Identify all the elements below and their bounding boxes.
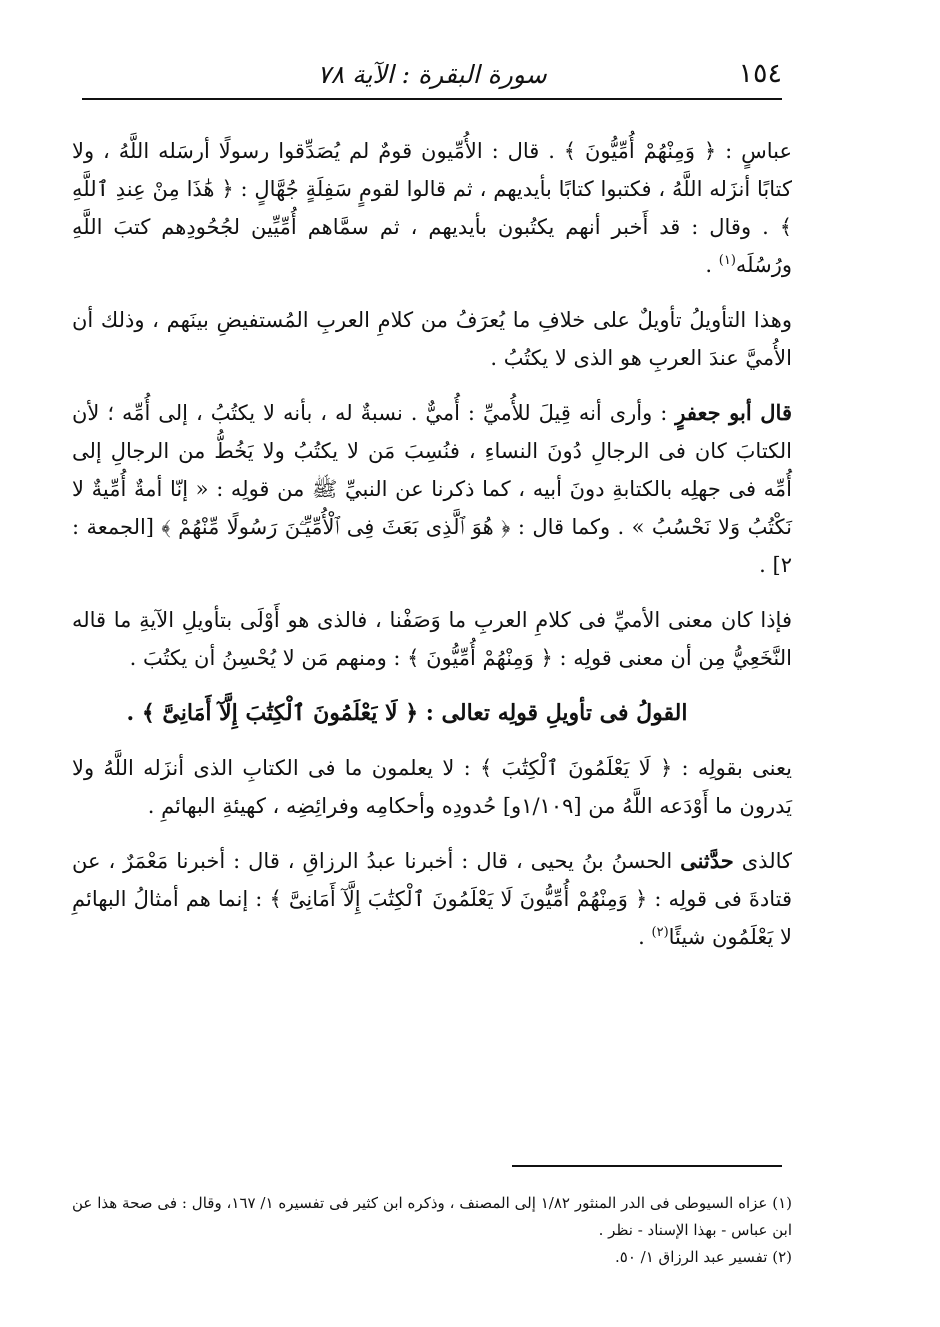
paragraph-3-lead: قال أبو جعفرٍ [675,400,792,425]
paragraph-6-end: . [638,925,652,949]
paragraph-6 [72,842,792,956]
page-body [72,132,792,973]
page-number: ١٥٤ [738,58,782,89]
paragraph-2: وهذا التأويلُ تأويلٌ على خلافِ ما يُعرَفُ من كلامِ العربِ المُستفيضِ بينَهم ، وذلك أن الأُميَّ عندَ العربِ هو الذى لا يكتُبُ . [72,308,792,370]
paragraph-6-pre: كالذى [733,849,792,873]
footnote-ref-1: (١) [718,253,736,268]
paragraph-1-end: . [705,253,719,277]
header-rule [82,98,782,100]
page-header [82,48,782,100]
paragraph-6-lead: حدَّثنى [680,848,734,873]
paragraph-5: يعنى بقولِه : ﴿ لَا يَعْلَمُونَ ٱلْكِتَٰبَ ﴾ : لا يعلمون ما فى الكتابِ الذى أنزَله اللَّهُ ولا يَدرون ما أَوْدَعه اللَّهُ من [١/١٠٩و] حُدودِه وأحكامِه وفرائِضِه ، كهيئةِ البهائمِ . [72,756,792,818]
footnote-rule [512,1165,782,1167]
paragraph-1 [72,132,792,284]
paragraph-1-text: عباسٍ : ﴿ وَمِنْهُمْ أُمِّيُّونَ ﴾ . قال : الأُمِّيون قومٌ لم يُصَدِّقوا رسولًا أرسَله اللَّهُ ، ولا كتابًا أنزَله اللَّهُ ، فكتبوا كتابًا بأيديهم ، ثم قالوا لقومٍ سَفِلَةٍ جُهَّالٍ : ﴿ هَٰذَا مِنْ عِندِ ٱللَّهِ ﴾ . وقال : قد أَخبر أنهم يكتُبون بأيديهم ، ثم سمَّاهم أُمِّيِّين لجُحُودِهم كتبَ اللَّهِ ورُسُلَه [72,139,792,277]
running-title: سورة البقرة : الآية ٧٨ [317,60,547,89]
footnote-2: (٢) تفسير عبد الرزاق ١/ ٥٠. [614,1248,792,1266]
paragraph-3 [72,394,792,584]
section-heading: القولُ فى تأويلِ قولِه تعالى : ﴿ لَا يَعْلَمُونَ ٱلْكِتَٰبَ إِلَّآ أَمَانِىَّ ﴾ . [126,700,688,726]
footnote-ref-2: (٢) [651,925,669,940]
footnote-1: (١) عزاه السيوطى فى الدر المنثور ١/٨٢ إلى المصنف ، وذكره ابن كثير فى تفسيره ١/ ١٦٧، وقال : فى صحة هذا عن ابن عباس - بهذا الإسناد - نظر . [72,1194,792,1239]
paragraph-6-text: الحسنُ بنُ يحيى ، قال : أخبرنا عبدُ الرزاقِ ، قال : أخبرنا مَعْمَرٌ ، عن قتادةَ فى قولِه : ﴿ وَمِنْهُمْ أُمِّيُّونَ لَا يَعْلَمُونَ ٱلْكِتَٰبَ إِلَّآ أَمَانِىَّ ﴾ : إنما هم أمثالُ البهائمِ لا يَعْلَمُون شيئًا [72,849,792,949]
paragraph-4: فإذا كان معنى الأميِّ فى كلامِ العربِ ما وَصَفْنا ، فالذى هو أَوْلَى بتأويلِ الآيةِ ما قاله النَّخَعِيُّ مِن أن معنى قولِه : ﴿ وَمِنْهُمْ أُمِّيُّونَ ﴾ : ومنهم مَن لا يُحْسِنُ أن يكتُبَ . [72,608,792,670]
paragraph-3-text: : وأرى أنه قِيلَ للأُميِّ : أُميٌّ . نسبةٌ له ، بأنه لا يكتُبُ ، إلى أُمِّه ؛ لأن الكتابَ كان فى الرجالِ دُونَ النساءِ ، فنُسِبَ مَن لا يكتُبُ ولا يَخُطُّ من الرجالِ إلى أُمِّه فى جهلِه بالكتابةِ دونَ أبيه ، كما ذكرنا عن النبيِّ ﷺ من قولِه : « إنّا أمةٌ أُمِّيةٌ لا نَكْتُبُ وَلا نَحْسُبُ » . وكما قال : ﴿ هُوَ ٱلَّذِى بَعَثَ فِى ٱلْأُمِّيِّـۧنَ رَسُولًا مِّنْهُمْ ﴾ [الجمعة : ٢] . [72,401,792,577]
footnotes [72,1190,792,1271]
